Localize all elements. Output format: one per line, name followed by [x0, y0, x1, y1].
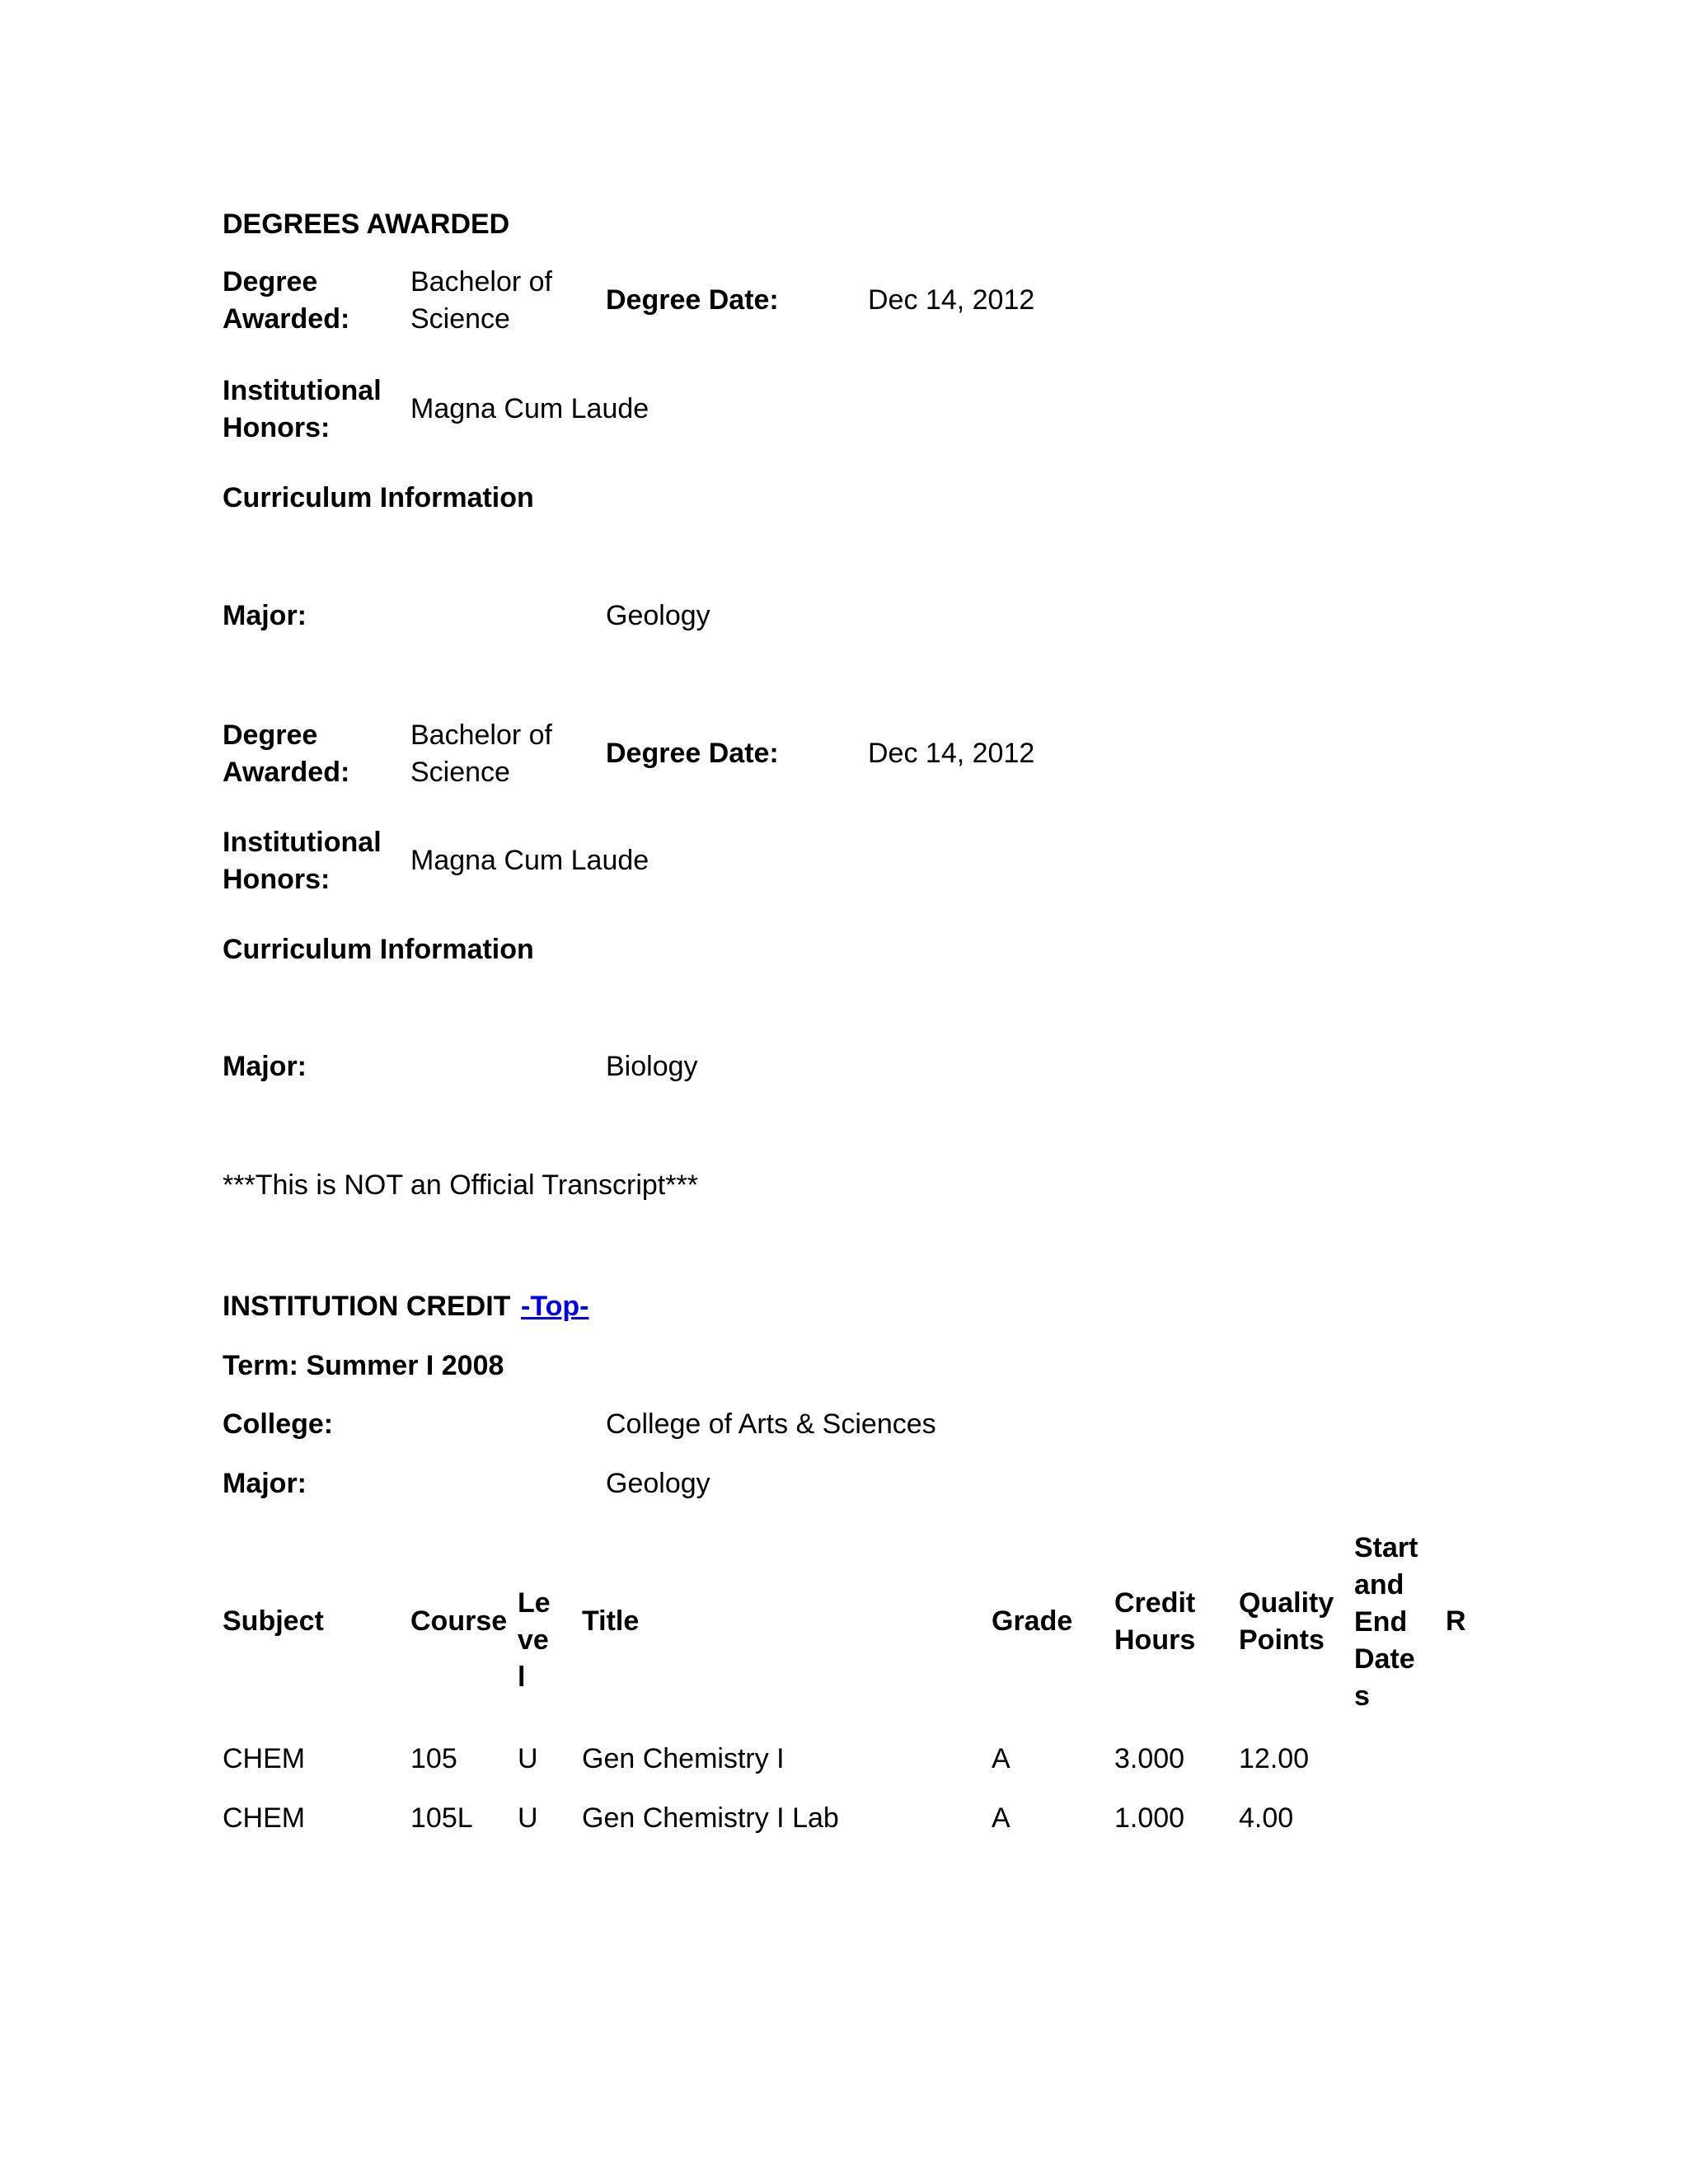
- degree-date-value: Dec 14, 2012: [868, 284, 1035, 316]
- cell-level: U: [518, 1802, 538, 1834]
- degree-awarded-value: Bachelor of Science: [410, 719, 552, 788]
- institution-credit-heading: INSTITUTION CREDIT: [223, 1291, 511, 1322]
- column-header-quality-points: Quality Points: [1239, 1587, 1334, 1656]
- cell-grade: A: [992, 1802, 1010, 1834]
- cell-subject: CHEM: [223, 1802, 306, 1834]
- cell-quality-points: 12.00: [1239, 1743, 1310, 1774]
- major-value: Geology: [606, 600, 710, 631]
- cell-level: U: [518, 1743, 538, 1774]
- top-link[interactable]: -Top-: [521, 1291, 589, 1322]
- term-major-value: Geology: [606, 1468, 710, 1499]
- major-value: Biology: [606, 1051, 698, 1082]
- degrees-awarded-heading: DEGREES AWARDED: [223, 209, 510, 240]
- degree-date-value: Dec 14, 2012: [868, 738, 1035, 769]
- column-header-credit-hours: Credit Hours: [1114, 1587, 1196, 1656]
- institutional-honors-label: Institutional Honors:: [223, 375, 382, 443]
- cell-title: Gen Chemistry I Lab: [582, 1802, 839, 1834]
- cell-credit-hours: 3.000: [1114, 1743, 1185, 1774]
- curriculum-information-heading: Curriculum Information: [223, 482, 534, 513]
- column-header-title: Title: [582, 1605, 640, 1637]
- institutional-honors-value: Magna Cum Laude: [410, 393, 649, 424]
- degree-awarded-label: Degree Awarded:: [223, 719, 350, 788]
- column-header-level: Level: [518, 1587, 551, 1693]
- column-header-r: R: [1446, 1605, 1466, 1637]
- cell-course: 105L: [410, 1802, 473, 1834]
- column-header-start-end-dates: Start and End Dates: [1354, 1532, 1418, 1712]
- term-major-label: Major:: [223, 1468, 307, 1499]
- institutional-honors-label: Institutional Honors:: [223, 827, 382, 895]
- degree-date-label: Degree Date:: [606, 284, 779, 316]
- degree-awarded-value: Bachelor of Science: [410, 266, 552, 335]
- cell-credit-hours: 1.000: [1114, 1802, 1185, 1834]
- cell-subject: CHEM: [223, 1743, 306, 1774]
- college-label: College:: [223, 1408, 334, 1440]
- cell-title: Gen Chemistry I: [582, 1743, 785, 1774]
- major-label: Major:: [223, 600, 307, 631]
- institutional-honors-value: Magna Cum Laude: [410, 845, 649, 876]
- cell-grade: A: [992, 1743, 1010, 1774]
- curriculum-information-heading: Curriculum Information: [223, 934, 534, 965]
- degree-awarded-label: Degree Awarded:: [223, 266, 350, 335]
- column-header-subject: Subject: [223, 1605, 324, 1637]
- term-label: Term: Summer I 2008: [223, 1350, 504, 1381]
- degree-date-label: Degree Date:: [606, 738, 779, 769]
- college-value: College of Arts & Sciences: [606, 1408, 936, 1440]
- cell-quality-points: 4.00: [1239, 1802, 1294, 1834]
- column-header-course: Course: [410, 1605, 508, 1637]
- column-header-grade: Grade: [992, 1605, 1073, 1637]
- cell-course: 105: [410, 1743, 457, 1774]
- not-official-transcript-notice: ***This is NOT an Official Transcript***: [223, 1169, 698, 1201]
- major-label: Major:: [223, 1051, 307, 1082]
